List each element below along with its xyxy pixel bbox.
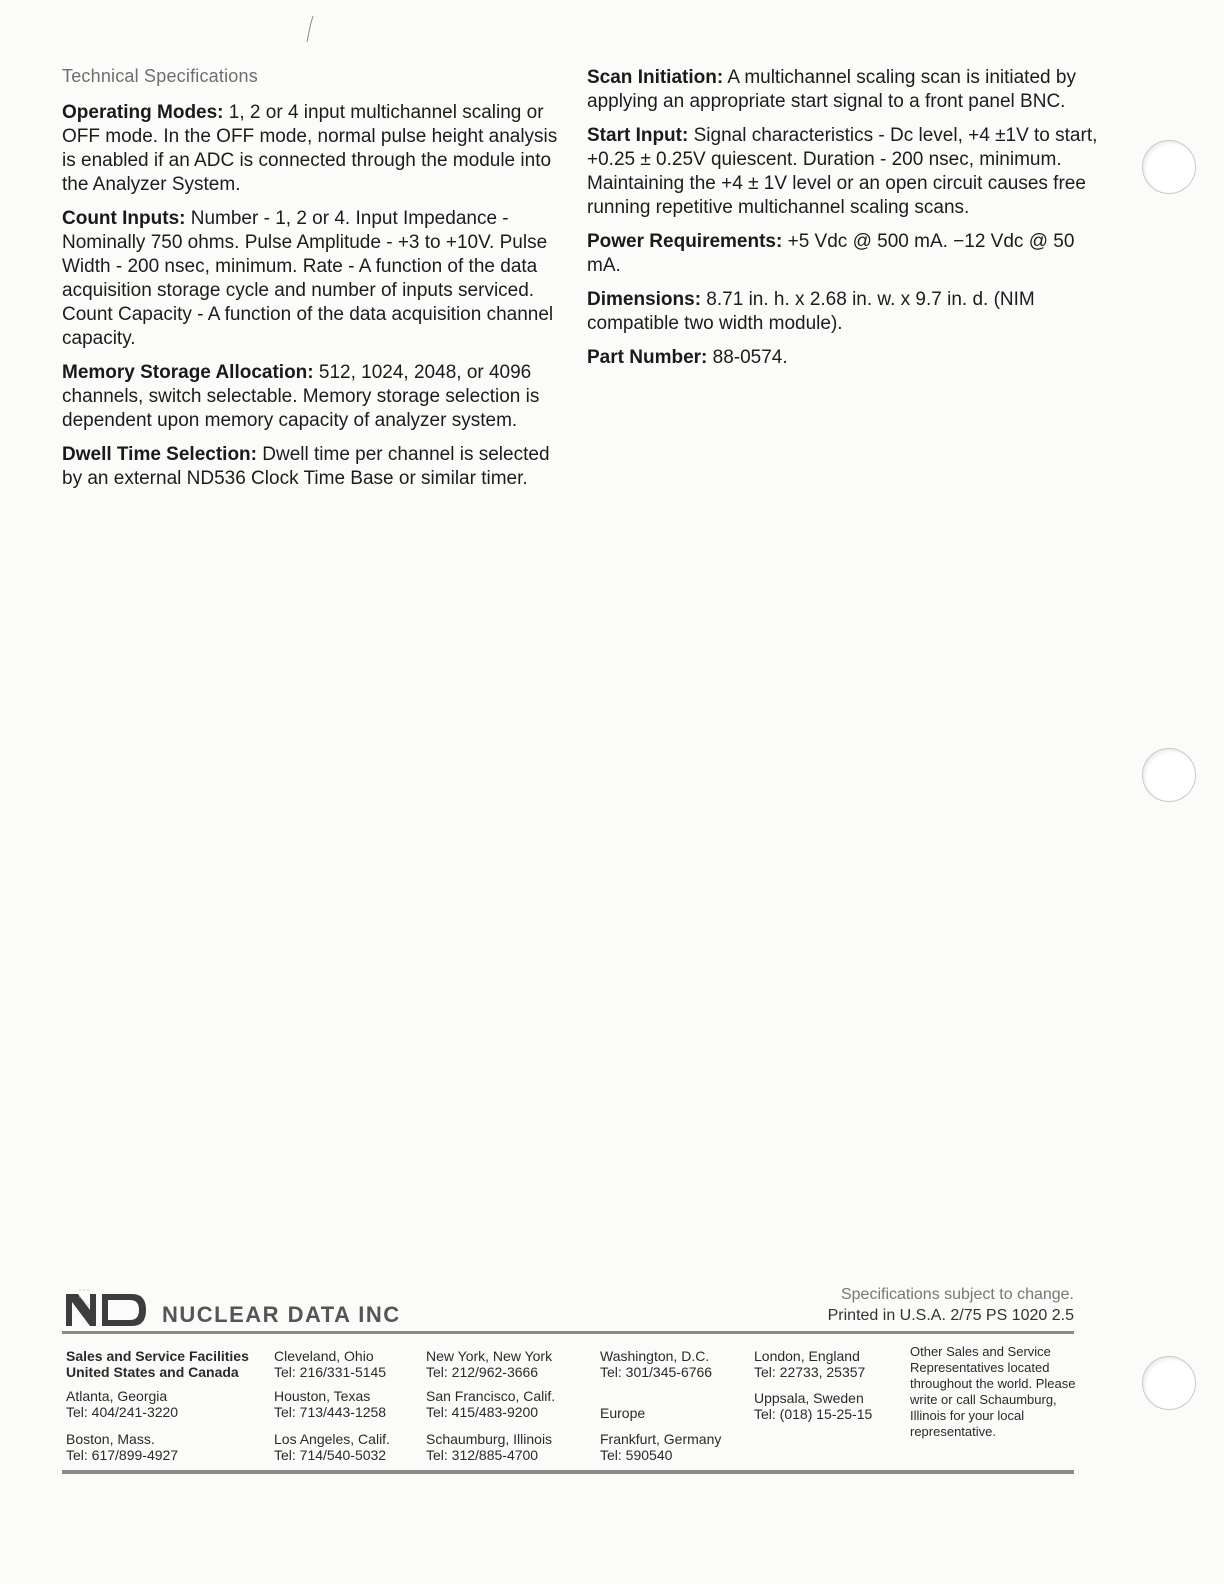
- office-tel: Tel: 404/241-3220: [66, 1404, 179, 1420]
- office-city: Boston, Mass.: [66, 1431, 155, 1447]
- spec-label: Count Inputs:: [62, 208, 186, 229]
- region-europe: [600, 1405, 645, 1421]
- office-city: Uppsala, Sweden: [754, 1390, 864, 1406]
- office-schaumburg: [426, 1431, 552, 1463]
- spec-text: Number - 1, 2 or 4. Input Impedance - Nominally 750 ohms. Pulse Amplitude - +3 to +10V. Pulse Width - 200 nsec, minimum. Rate - A function of the data acquisition storage cycle and number of inputs serviced. Count Capacity - A function of the data acquisition channel capacity.: [62, 208, 554, 349]
- office-uppsala: [754, 1390, 872, 1422]
- spec-label: Start Input:: [587, 125, 689, 146]
- office-los-angeles: [274, 1431, 390, 1463]
- spec-power-requirements: [587, 230, 1107, 278]
- region-label: Europe: [600, 1405, 646, 1421]
- notice-change: Specifications subject to change.: [840, 1286, 1074, 1303]
- footer-rule-bottom: [62, 1470, 1074, 1474]
- binder-hole-bottom: [1142, 1356, 1196, 1410]
- other-representatives-note: Other Sales and Service Representatives located throughout the world. Please write or call Schaumburg, Illinois for your local representative.: [910, 1344, 1076, 1439]
- spec-label: Scan Initiation:: [587, 67, 724, 88]
- logo-text: ND: [66, 1288, 68, 1289]
- office-city: Frankfurt, Germany: [600, 1431, 722, 1447]
- office-cleveland: [274, 1348, 386, 1380]
- spec-text: 1, 2 or 4 input multichannel scaling or OFF mode. In the OFF mode, normal pulse height analysis is enabled if an ADC is connected through the module into the Analyzer System.: [62, 102, 558, 195]
- spec-start-input: [587, 124, 1107, 220]
- binder-hole-top: [1142, 140, 1196, 194]
- office-san-francisco: [426, 1388, 555, 1420]
- spec-column-right: [587, 66, 1107, 380]
- spec-count-inputs: [62, 207, 562, 351]
- spec-label: Dimensions:: [587, 289, 702, 310]
- office-frankfurt: [600, 1431, 721, 1463]
- spec-label: Dwell Time Selection:: [62, 444, 257, 465]
- office-city: Los Angeles, Calif.: [274, 1431, 390, 1447]
- office-city: London, England: [754, 1348, 860, 1364]
- office-tel: Tel: 415/483-9200: [426, 1404, 539, 1420]
- company-name: NUCLEAR DATA INC: [162, 1302, 401, 1327]
- office-tel: Tel: 713/443-1258: [274, 1404, 387, 1420]
- spec-text: 88-0574.: [707, 347, 788, 368]
- spec-dwell-time: [62, 443, 562, 491]
- pencil-mark: [303, 14, 317, 44]
- spec-notice: [828, 1284, 1074, 1326]
- office-city: Houston, Texas: [274, 1388, 371, 1404]
- spec-operating-modes: [62, 101, 562, 197]
- office-tel: Tel: 590540: [600, 1447, 673, 1463]
- office-london: [754, 1348, 865, 1380]
- spec-label: Power Requirements:: [587, 231, 783, 252]
- office-washington: [600, 1348, 712, 1380]
- spec-part-number: [587, 346, 1107, 370]
- office-tel: Tel: 617/899-4927: [66, 1447, 179, 1463]
- spec-dimensions: [587, 288, 1107, 336]
- office-boston: [66, 1431, 178, 1463]
- office-tel: Tel: 212/962-3666: [426, 1364, 539, 1380]
- spec-scan-initiation: [587, 66, 1107, 114]
- office-tel: Tel: (018) 15-25-15: [754, 1406, 873, 1422]
- office-tel: Tel: 301/345-6766: [600, 1364, 713, 1380]
- binder-hole-middle: [1142, 748, 1196, 802]
- office-tel: Tel: 714/540-5032: [274, 1447, 387, 1463]
- office-city: Atlanta, Georgia: [66, 1388, 168, 1404]
- spec-text: A multichannel scaling scan is initiated by applying an appropriate start signal to a front panel BNC.: [587, 67, 1076, 112]
- office-city: Washington, D.C.: [600, 1348, 710, 1364]
- office-tel: Tel: 216/331-5145: [274, 1364, 387, 1380]
- office-city: San Francisco, Calif.: [426, 1388, 556, 1404]
- facilities-title: [66, 1348, 249, 1380]
- spec-text: 512, 1024, 2048, or 4096 channels, switch selectable. Memory storage selection is dependent upon memory capacity of analyzer system.: [62, 362, 540, 431]
- footer-rule-top: [62, 1331, 1074, 1334]
- spec-label: Part Number:: [587, 347, 708, 368]
- spec-column-left: [62, 66, 562, 501]
- office-houston: [274, 1388, 386, 1420]
- spec-memory-storage: [62, 361, 562, 433]
- spec-text: Dwell time per channel is selected by an external ND536 Clock Time Base or similar timer.: [62, 444, 550, 489]
- facilities-title-line1: Sales and Service Facilities: [66, 1348, 249, 1364]
- facilities-title-line2: United States and Canada: [66, 1364, 239, 1380]
- office-city: Schaumburg, Illinois: [426, 1431, 553, 1447]
- office-tel: Tel: 22733, 25357: [754, 1364, 866, 1380]
- office-city: New York, New York: [426, 1348, 553, 1364]
- spec-label: Operating Modes:: [62, 102, 224, 123]
- spec-text: Signal characteristics - Dc level, +4 ±1V to start, +0.25 ± 0.25V quiescent. Duration - 200 nsec, minimum. Maintaining the +4 ± 1V level or an open circuit causes free running repetitive multichannel scaling scans.: [587, 125, 1098, 218]
- company-logo: [66, 1288, 150, 1326]
- office-city: Cleveland, Ohio: [274, 1348, 374, 1364]
- office-tel: Tel: 312/885-4700: [426, 1447, 539, 1463]
- section-heading: Technical Specifications: [62, 66, 258, 86]
- spec-text: 8.71 in. h. x 2.68 in. w. x 9.7 in. d. (NIM compatible two width module).: [587, 289, 1035, 334]
- office-atlanta: [66, 1388, 178, 1420]
- office-new-york: [426, 1348, 552, 1380]
- spec-text: +5 Vdc @ 500 mA. −12 Vdc @ 50 mA.: [587, 231, 1075, 276]
- notice-printed: Printed in U.S.A. 2/75 PS 1020 2.5: [827, 1307, 1074, 1324]
- spec-label: Memory Storage Allocation:: [62, 362, 314, 383]
